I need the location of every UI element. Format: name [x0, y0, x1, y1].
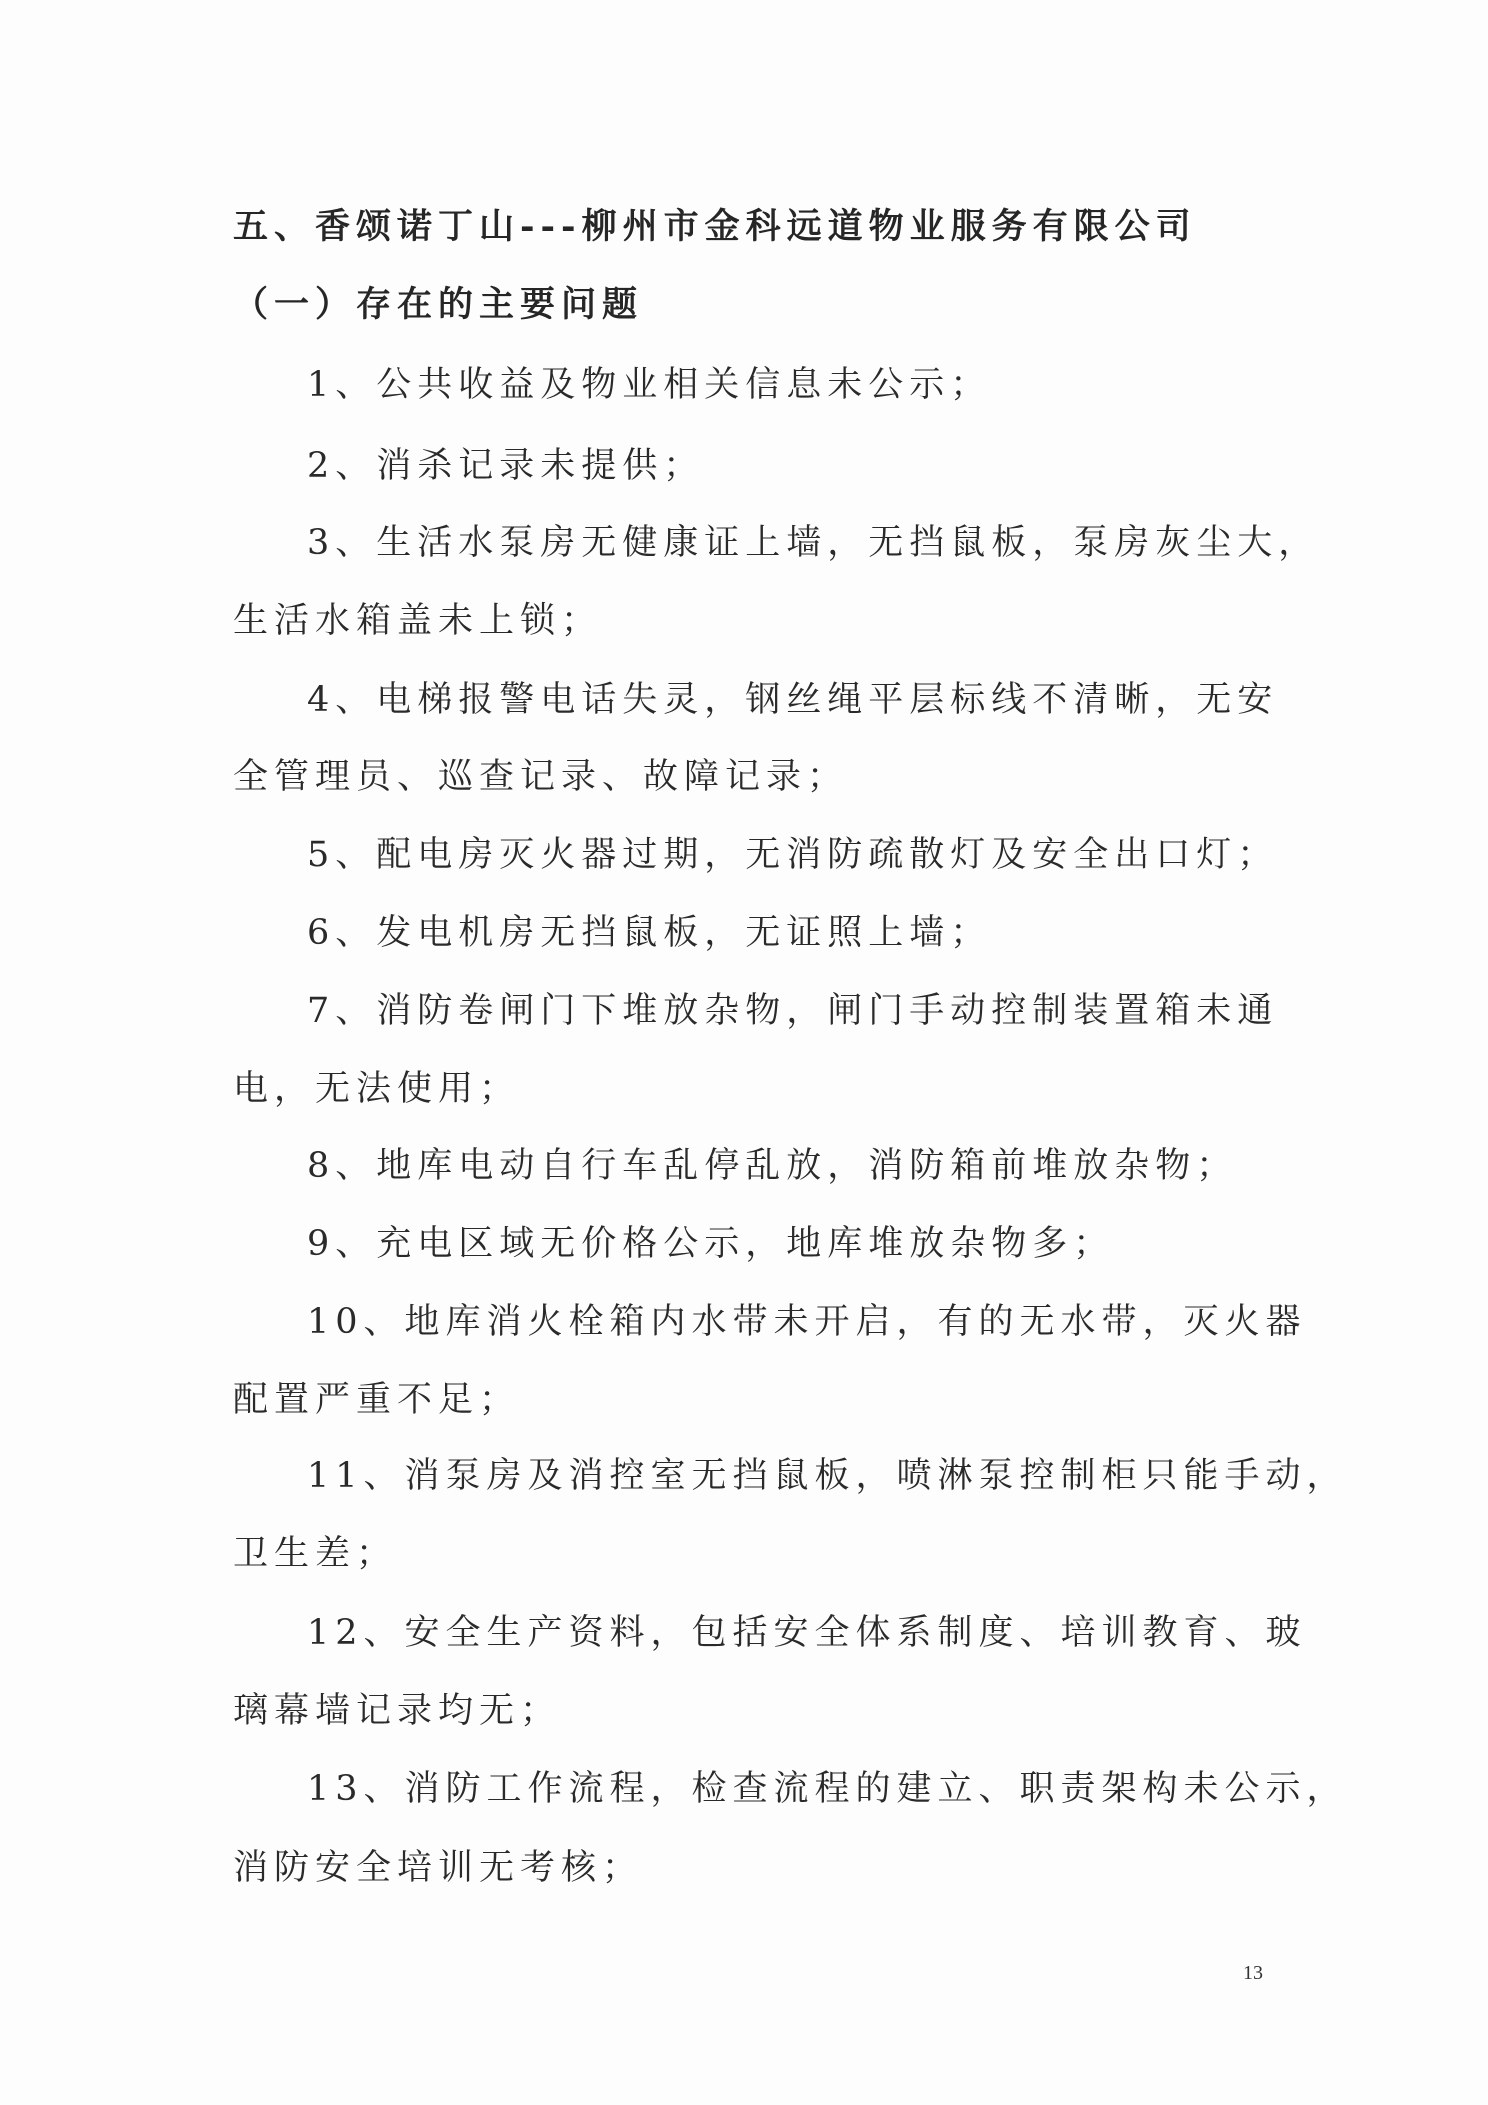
list-item-5: 5、配电房灭火器过期，无消防疏散灯及安全出口灯；: [307, 835, 1279, 875]
list-item-10-cont: 配置严重不足；: [233, 1380, 521, 1420]
page-number: 13: [1243, 1962, 1263, 1984]
list-item-8: 8、地库电动自行车乱停乱放，消防箱前堆放杂物；: [307, 1146, 1238, 1186]
list-item-2: 2、消杀记录未提供；: [307, 446, 705, 486]
list-item-1: 1、公共收益及物业相关信息未公示；: [307, 365, 992, 405]
list-item-7: 7、消防卷闸门下堆放杂物，闸门手动控制装置箱未通: [307, 991, 1279, 1031]
list-item-3: 3、生活水泵房无健康证上墙，无挡鼠板，泵房灰尘大，: [307, 523, 1320, 563]
list-item-4: 4、电梯报警电话失灵，钢丝绳平层标线不清晰，无安: [307, 680, 1279, 720]
list-item-11-cont: 卫生差；: [233, 1534, 398, 1574]
list-item-6: 6、发电机房无挡鼠板，无证照上墙；: [307, 913, 992, 953]
list-item-11: 11、消泵房及消控室无挡鼠板，喷淋泵控制柜只能手动，: [307, 1456, 1348, 1496]
list-item-9: 9、充电区域无价格公示，地库堆放杂物多；: [307, 1224, 1115, 1264]
list-item-12: 12、安全生产资料，包括安全体系制度、培训教育、玻: [307, 1613, 1307, 1653]
section-title: 五、香颂诺丁山---柳州市金科远道物业服务有限公司: [233, 206, 1197, 247]
subsection-title: （一）存在的主要问题: [233, 284, 644, 325]
list-item-10: 10、地库消火栓箱内水带未开启，有的无水带，灭火器: [307, 1302, 1307, 1342]
list-item-4-cont: 全管理员、巡查记录、故障记录；: [233, 757, 849, 797]
list-item-13-cont: 消防安全培训无考核；: [233, 1848, 644, 1888]
list-item-12-cont: 璃幕墙记录均无；: [233, 1691, 562, 1731]
list-item-3-cont: 生活水箱盖未上锁；: [233, 601, 603, 641]
list-item-13: 13、消防工作流程，检查流程的建立、职责架构未公示，: [307, 1769, 1348, 1809]
list-item-7-cont: 电，无法使用；: [233, 1069, 521, 1109]
